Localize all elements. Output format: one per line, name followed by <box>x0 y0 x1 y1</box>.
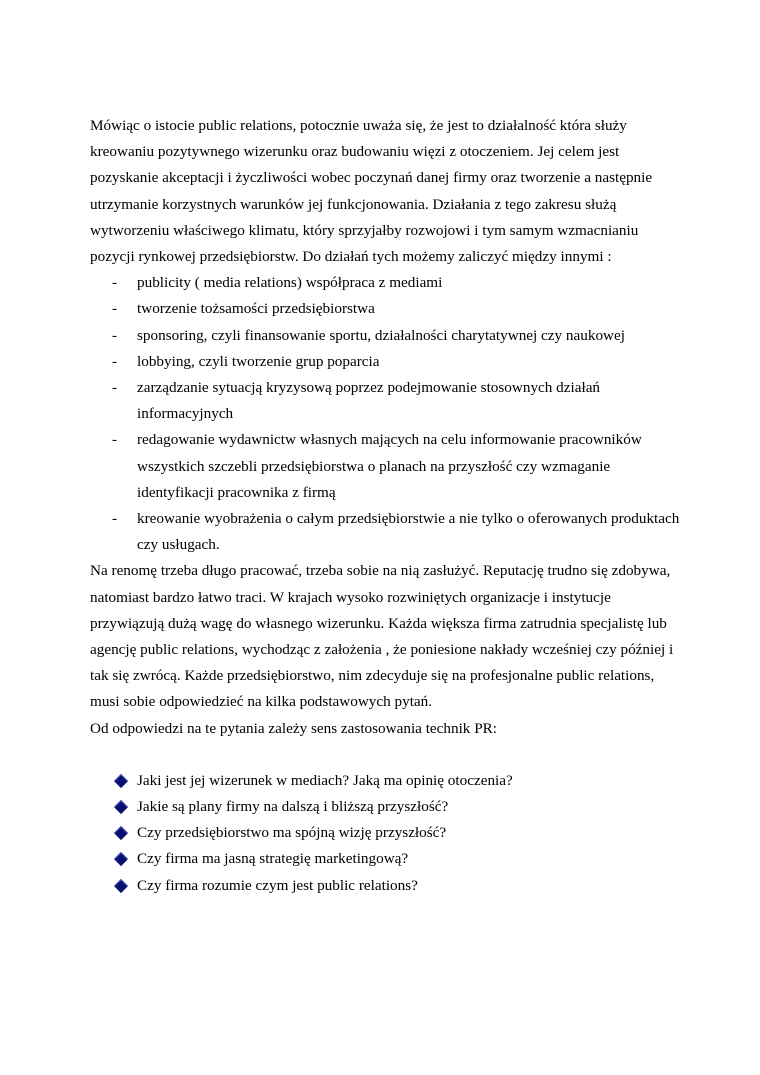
dash-bullet: - <box>112 431 118 449</box>
list-item: - zarządzanie sytuacją kryzysową poprzez podejmowanie stosownych działań informacyjnych <box>90 375 680 427</box>
dash-bullet: - <box>112 352 118 370</box>
list-item: Czy przedsiębiorstwo ma spójną wizję przyszłość? <box>90 820 680 846</box>
diamond-bullet-icon <box>114 800 128 814</box>
list-item: Czy firma ma jasną strategię marketingową? <box>90 846 680 872</box>
list-item: - redagowanie wydawnictw własnych mających na celu informowanie pracowników wszystkich szczebli przedsiębiorstwa o planach na przyszłość czy wzmaganie identyfikacji pracownika z firmą <box>90 427 680 506</box>
dash-bullet: - <box>112 326 118 344</box>
diamond-bullet-icon <box>114 774 128 788</box>
pr-questions-list <box>90 768 680 899</box>
dash-bullet: - <box>112 274 118 292</box>
list-item: - publicity ( media relations) współpraca z mediami <box>90 270 680 296</box>
diamond-bullet-icon <box>114 826 128 840</box>
diamond-bullet-icon <box>114 879 128 893</box>
list-item: Jakie są plany firmy na dalszą i bliższą przyszłość? <box>90 794 680 820</box>
intro-paragraph: Mówiąc o istocie public relations, potocznie uważa się, że jest to działalność która służy kreowaniu pozytywnego wizerunku oraz budowaniu więzi z otoczeniem. Jej celem jest pozyskanie akceptacji i życzliwości wobec poczynań danej firmy oraz tworzenie a następnie utrzymanie korzystnych warunków jej funkcjonowania. Działania z tego zakresu służą wytworzeniu właściwego klimatu, który sprzyjałby rozwojowi i tym samym wzmacnianiu pozycji rynkowej przedsiębiorstw. Do działań tych możemy zaliczyć między innymi : <box>90 117 653 266</box>
reputation-paragraph: Na renomę trzeba długo pracować, trzeba sobie na nią zasłużyć. Reputację trudno się zdobywa, natomiast bardzo łatwo traci. W krajach wysoko rozwiniętych organizacje i instytucje przywiązują dużą wagę do własnego wizerunku. Każda większa firma zatrudnia specjalistę lub agencję public relations, wychodząc z założenia , że poniesione nakłady wcześniej czy później i tak się zwrócą. Każde przedsiębiorstwo, nim zdecyduje się na profesjonalne public relations, musi sobie odpowiedzieć na kilka podstawowych pytań. <box>90 562 674 711</box>
dash-bullet: - <box>112 510 118 528</box>
dash-bullet: - <box>112 379 118 397</box>
list-item: - tworzenie tożsamości przedsiębiorstwa <box>90 296 680 322</box>
list-item: - kreowanie wyobrażenia o całym przedsiębiorstwie a nie tylko o oferowanych produktach czy usługach. <box>90 506 680 558</box>
list-item: - sponsoring, czyli finansowanie sportu, działalności charytatywnej czy naukowej <box>90 323 680 349</box>
document-body <box>90 113 680 899</box>
list-item: Jaki jest jej wizerunek w mediach? Jaką ma opinię otoczenia? <box>90 768 680 794</box>
list-item: Czy firma rozumie czym jest public relations? <box>90 873 680 899</box>
questions-intro: Od odpowiedzi na te pytania zależy sens zastosowania technik PR: <box>90 719 497 737</box>
diamond-bullet-icon <box>114 852 128 866</box>
list-item: - lobbying, czyli tworzenie grup poparcia <box>90 349 680 375</box>
pr-activities-list <box>90 270 680 558</box>
dash-bullet: - <box>112 300 118 318</box>
